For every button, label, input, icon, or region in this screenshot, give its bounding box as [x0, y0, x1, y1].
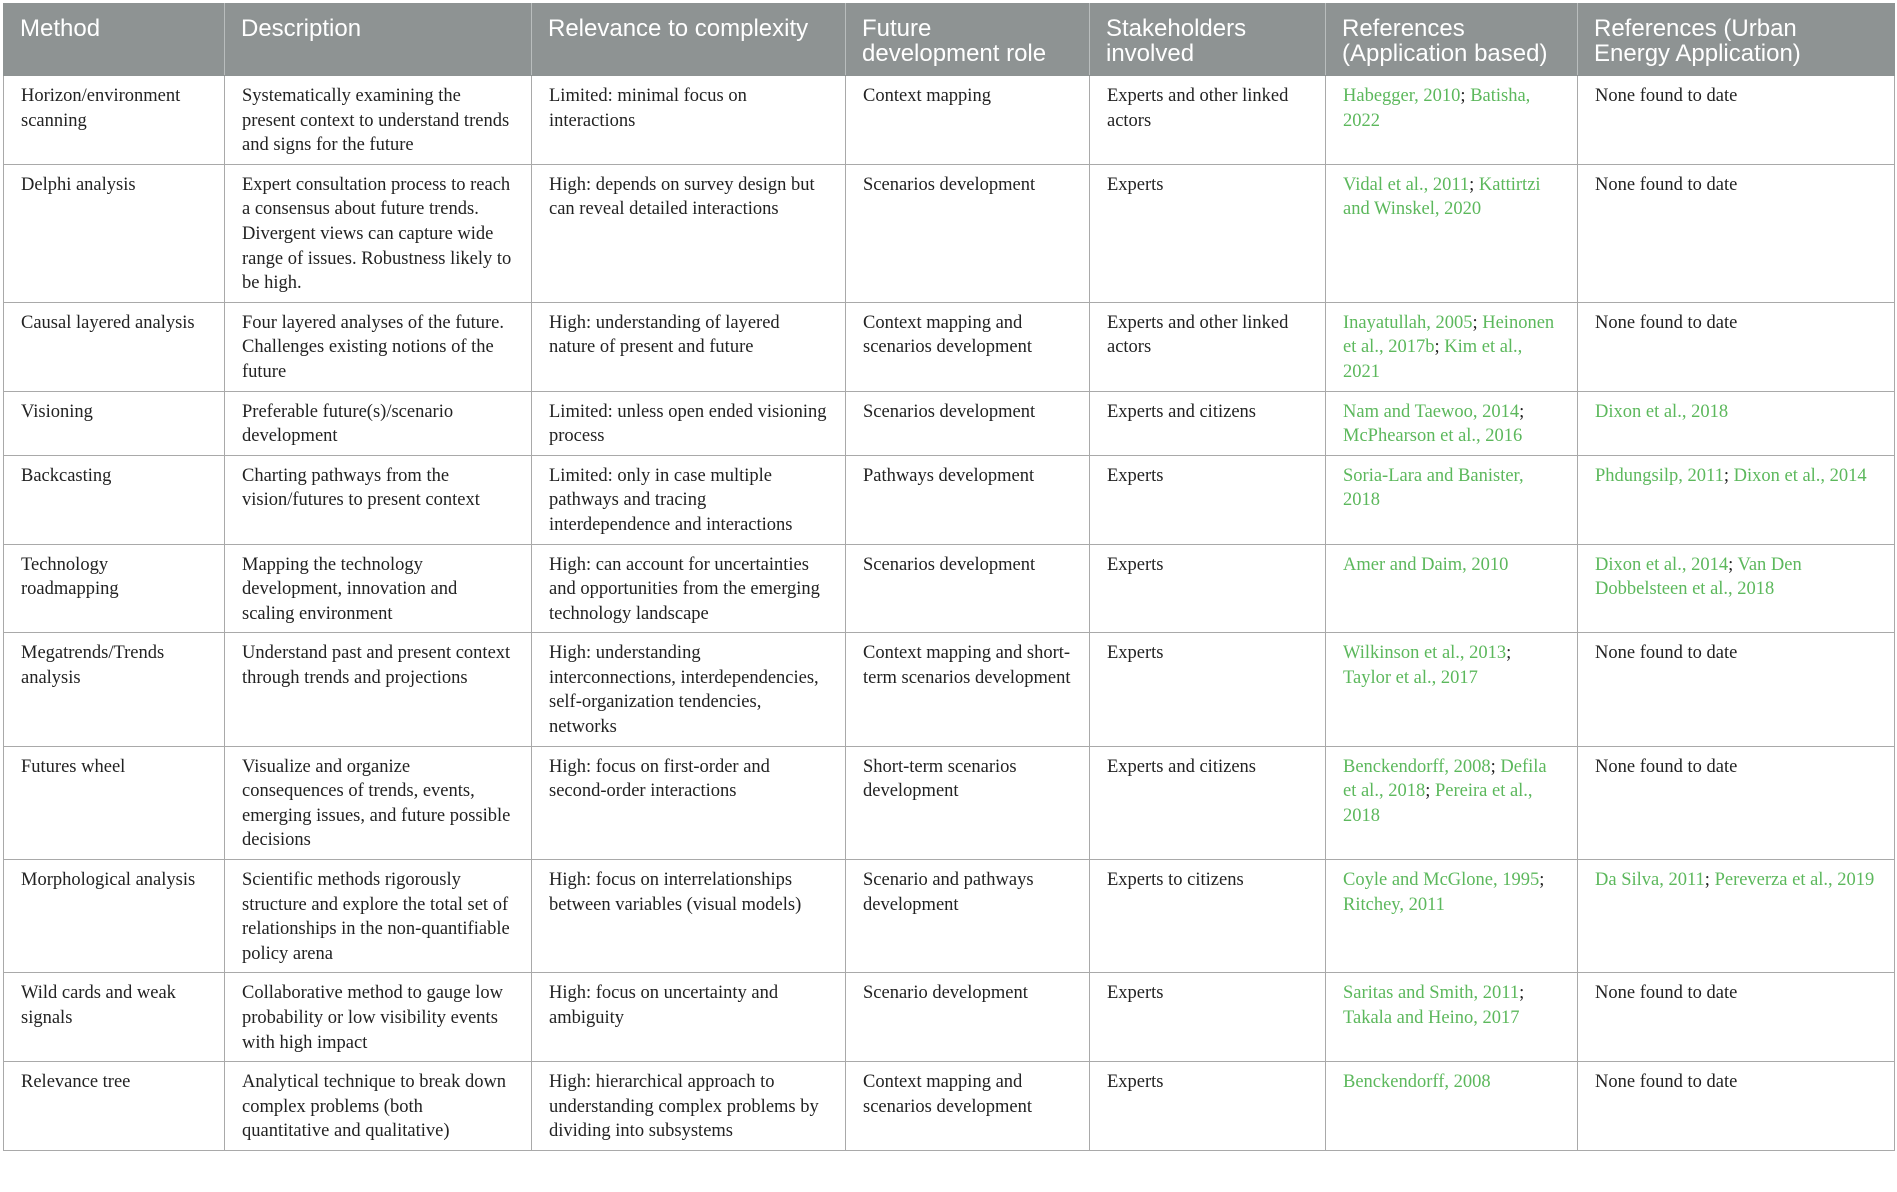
- reference-link[interactable]: Ritchey, 2011: [1343, 894, 1445, 915]
- cell-description: Visualize and organize consequences of trends, events, emerging issues, and future possible decisions: [225, 746, 532, 859]
- reference-link[interactable]: Kim et al., 2021: [1343, 337, 1523, 382]
- reference-separator: ;: [1469, 174, 1479, 195]
- cell-refs-urban: [1578, 391, 1895, 455]
- cell-method: Futures wheel: [4, 746, 225, 859]
- reference-link[interactable]: Batisha, 2022: [1343, 86, 1531, 131]
- cell-description: Four layered analyses of the future. Challenges existing notions of the future: [225, 302, 532, 391]
- cell-stakeholders: Experts: [1090, 544, 1326, 633]
- cell-stakeholders: Experts and other linked actors: [1090, 76, 1326, 165]
- table-row: [4, 1062, 1895, 1151]
- reference-separator: ;: [1490, 756, 1501, 777]
- cell-role: Scenario and pathways development: [846, 860, 1090, 973]
- reference-separator: ;: [1723, 465, 1734, 486]
- header-stakeholders: Stakeholders involved: [1090, 3, 1326, 76]
- cell-role: Short-term scenarios development: [846, 746, 1090, 859]
- cell-method: Technology roadmapping: [4, 544, 225, 633]
- reference-link[interactable]: Da Silva, 2011: [1595, 870, 1705, 891]
- reference-link[interactable]: Taylor et al., 2017: [1343, 667, 1478, 688]
- table-row: [4, 544, 1895, 633]
- cell-description: Systematically examining the present context to understand trends and signs for the future: [225, 76, 532, 165]
- cell-relevance: High: understanding interconnections, interdependencies, self-organization tendencies, networks: [532, 633, 846, 746]
- cell-role: Context mapping: [846, 76, 1090, 165]
- cell-stakeholders: Experts and other linked actors: [1090, 302, 1326, 391]
- cell-refs-application: [1326, 391, 1578, 455]
- cell-relevance: Limited: unless open ended visioning process: [532, 391, 846, 455]
- cell-description: Charting pathways from the vision/futures to present context: [225, 455, 532, 544]
- cell-description: Scientific methods rigorously structure and explore the total set of relationships in the non-quantifiable policy arena: [225, 860, 532, 973]
- cell-method: Relevance tree: [4, 1062, 225, 1151]
- header-row: [4, 3, 1895, 76]
- cell-stakeholders: Experts: [1090, 455, 1326, 544]
- reference-link[interactable]: Vidal et al., 2011: [1343, 174, 1470, 195]
- cell-method: Megatrends/Trends analysis: [4, 633, 225, 746]
- cell-description: Expert consultation process to reach a consensus about future trends. Divergent views can capture wide range of issues. Robustness likely to be high.: [225, 164, 532, 302]
- reference-link[interactable]: McPhearson et al., 2016: [1343, 426, 1523, 447]
- cell-refs-urban: [1578, 633, 1895, 746]
- reference-separator: ;: [1472, 312, 1483, 333]
- reference-separator: ;: [1539, 870, 1545, 891]
- reference-link[interactable]: Van Den Dobbelsteen et al., 2018: [1595, 554, 1802, 600]
- header-relevance: Relevance to complexity: [532, 3, 846, 76]
- reference-link[interactable]: Defila et al., 2018: [1343, 756, 1547, 802]
- reference-link[interactable]: Phdungsilp, 2011: [1595, 465, 1724, 486]
- cell-relevance: High: focus on first-order and second-order interactions: [532, 746, 846, 859]
- cell-description: Preferable future(s)/scenario development: [225, 391, 532, 455]
- no-reference-text: None found to date: [1595, 86, 1738, 106]
- table-row: [4, 746, 1895, 859]
- reference-separator: ;: [1506, 643, 1512, 664]
- reference-link[interactable]: Coyle and McGlone, 1995: [1343, 870, 1540, 891]
- no-reference-text: None found to date: [1595, 1072, 1738, 1093]
- cell-stakeholders: Experts: [1090, 973, 1326, 1062]
- reference-link[interactable]: Pereira et al., 2018: [1343, 781, 1533, 826]
- table-row: [4, 391, 1895, 455]
- cell-refs-urban: [1578, 544, 1895, 633]
- cell-relevance: High: depends on survey design but can reveal detailed interactions: [532, 164, 846, 302]
- header-refs-application: References (Application based): [1326, 3, 1578, 76]
- cell-refs-application: [1326, 76, 1578, 165]
- cell-refs-urban: [1578, 76, 1895, 165]
- cell-stakeholders: Experts: [1090, 1062, 1326, 1151]
- cell-relevance: Limited: minimal focus on interactions: [532, 76, 846, 165]
- cell-refs-application: [1326, 746, 1578, 859]
- cell-stakeholders: Experts and citizens: [1090, 746, 1326, 859]
- futures-methods-table: [3, 3, 1895, 1151]
- cell-method: Causal layered analysis: [4, 302, 225, 391]
- cell-stakeholders: Experts: [1090, 164, 1326, 302]
- cell-refs-application: [1326, 973, 1578, 1062]
- cell-refs-urban: [1578, 746, 1895, 859]
- reference-link[interactable]: Amer and Daim, 2010: [1343, 554, 1509, 575]
- cell-refs-urban: [1578, 1062, 1895, 1151]
- cell-method: Visioning: [4, 391, 225, 455]
- header-refs-urban: References (Urban Energy Application): [1578, 3, 1895, 76]
- cell-method: Horizon/environment scanning: [4, 76, 225, 165]
- reference-separator: ;: [1460, 86, 1471, 106]
- reference-link[interactable]: Benckendorff, 2008: [1343, 756, 1491, 777]
- cell-refs-application: [1326, 302, 1578, 391]
- cell-method: Backcasting: [4, 455, 225, 544]
- header-method: Method: [4, 3, 225, 76]
- reference-link[interactable]: Soria-Lara and Banister, 2018: [1343, 465, 1524, 511]
- reference-separator: ;: [1728, 554, 1738, 575]
- no-reference-text: None found to date: [1595, 756, 1738, 777]
- table-row: [4, 164, 1895, 302]
- table-row: [4, 455, 1895, 544]
- cell-relevance: High: understanding of layered nature of present and future: [532, 302, 846, 391]
- cell-description: Analytical technique to break down complex problems (both quantitative and qualitative): [225, 1062, 532, 1151]
- table-header: [4, 3, 1895, 76]
- table-row: [4, 860, 1895, 973]
- no-reference-text: None found to date: [1595, 174, 1738, 195]
- reference-link[interactable]: Dixon et al., 2018: [1595, 401, 1729, 422]
- cell-refs-application: [1326, 1062, 1578, 1151]
- cell-role: Context mapping and scenarios development: [846, 1062, 1090, 1151]
- no-reference-text: None found to date: [1595, 312, 1738, 333]
- reference-separator: ;: [1519, 401, 1525, 422]
- reference-link[interactable]: Dixon et al., 2014: [1733, 465, 1867, 486]
- cell-role: Context mapping and short-term scenarios development: [846, 633, 1090, 746]
- cell-relevance: High: hierarchical approach to understanding complex problems by dividing into subsystems: [532, 1062, 846, 1151]
- cell-role: Scenarios development: [846, 544, 1090, 633]
- cell-refs-urban: [1578, 164, 1895, 302]
- reference-link[interactable]: Pereverza et al., 2019: [1714, 870, 1875, 891]
- cell-description: Understand past and present context through trends and projections: [225, 633, 532, 746]
- cell-role: Pathways development: [846, 455, 1090, 544]
- no-reference-text: None found to date: [1595, 983, 1738, 1004]
- cell-description: Collaborative method to gauge low probability or low visibility events with high impact: [225, 973, 532, 1062]
- cell-stakeholders: Experts to citizens: [1090, 860, 1326, 973]
- cell-refs-urban: [1578, 455, 1895, 544]
- reference-link[interactable]: Wilkinson et al., 2013: [1343, 643, 1507, 664]
- cell-refs-urban: [1578, 302, 1895, 391]
- cell-refs-urban: [1578, 973, 1895, 1062]
- no-reference-text: None found to date: [1595, 643, 1738, 664]
- cell-method: Wild cards and weak signals: [4, 973, 225, 1062]
- reference-separator: ;: [1425, 781, 1435, 802]
- reference-link[interactable]: Kattirtzi and Winskel, 2020: [1343, 174, 1541, 220]
- table-row: [4, 633, 1895, 746]
- cell-relevance: High: focus on interrelationships between variables (visual models): [532, 860, 846, 973]
- cell-refs-application: [1326, 633, 1578, 746]
- reference-link[interactable]: Habegger, 2010: [1343, 86, 1461, 106]
- cell-refs-urban: [1578, 860, 1895, 973]
- table-row: [4, 973, 1895, 1062]
- reference-link[interactable]: Takala and Heino, 2017: [1343, 1008, 1520, 1028]
- table-row: [4, 76, 1895, 165]
- cell-role: Scenarios development: [846, 391, 1090, 455]
- reference-separator: ;: [1704, 870, 1715, 891]
- cell-relevance: Limited: only in case multiple pathways and tracing interdependence and interactions: [532, 455, 846, 544]
- cell-description: Mapping the technology development, innovation and scaling environment: [225, 544, 532, 633]
- cell-stakeholders: Experts and citizens: [1090, 391, 1326, 455]
- reference-link[interactable]: Nam and Taewoo, 2014: [1343, 401, 1520, 422]
- reference-link[interactable]: Inayatullah, 2005: [1343, 312, 1473, 333]
- reference-link[interactable]: Heinonen et al., 2017b: [1343, 312, 1555, 358]
- table-body: [4, 76, 1895, 1151]
- reference-link[interactable]: Benckendorff, 2008: [1343, 1072, 1491, 1093]
- cell-refs-application: [1326, 544, 1578, 633]
- reference-link[interactable]: Dixon et al., 2014: [1595, 554, 1729, 575]
- cell-role: Scenarios development: [846, 164, 1090, 302]
- header-role: Future development role: [846, 3, 1090, 76]
- header-description: Description: [225, 3, 532, 76]
- reference-link[interactable]: Saritas and Smith, 2011: [1343, 983, 1520, 1004]
- cell-method: Morphological analysis: [4, 860, 225, 973]
- cell-refs-application: [1326, 860, 1578, 973]
- cell-refs-application: [1326, 164, 1578, 302]
- cell-stakeholders: Experts: [1090, 633, 1326, 746]
- reference-separator: ;: [1519, 983, 1525, 1004]
- cell-role: Context mapping and scenarios development: [846, 302, 1090, 391]
- reference-separator: ;: [1434, 337, 1445, 358]
- cell-relevance: High: focus on uncertainty and ambiguity: [532, 973, 846, 1062]
- table-row: [4, 302, 1895, 391]
- cell-refs-application: [1326, 455, 1578, 544]
- cell-relevance: High: can account for uncertainties and opportunities from the emerging technology landscape: [532, 544, 846, 633]
- cell-method: Delphi analysis: [4, 164, 225, 302]
- cell-role: Scenario development: [846, 973, 1090, 1062]
- futures-methods-table-container: [3, 3, 1894, 1151]
